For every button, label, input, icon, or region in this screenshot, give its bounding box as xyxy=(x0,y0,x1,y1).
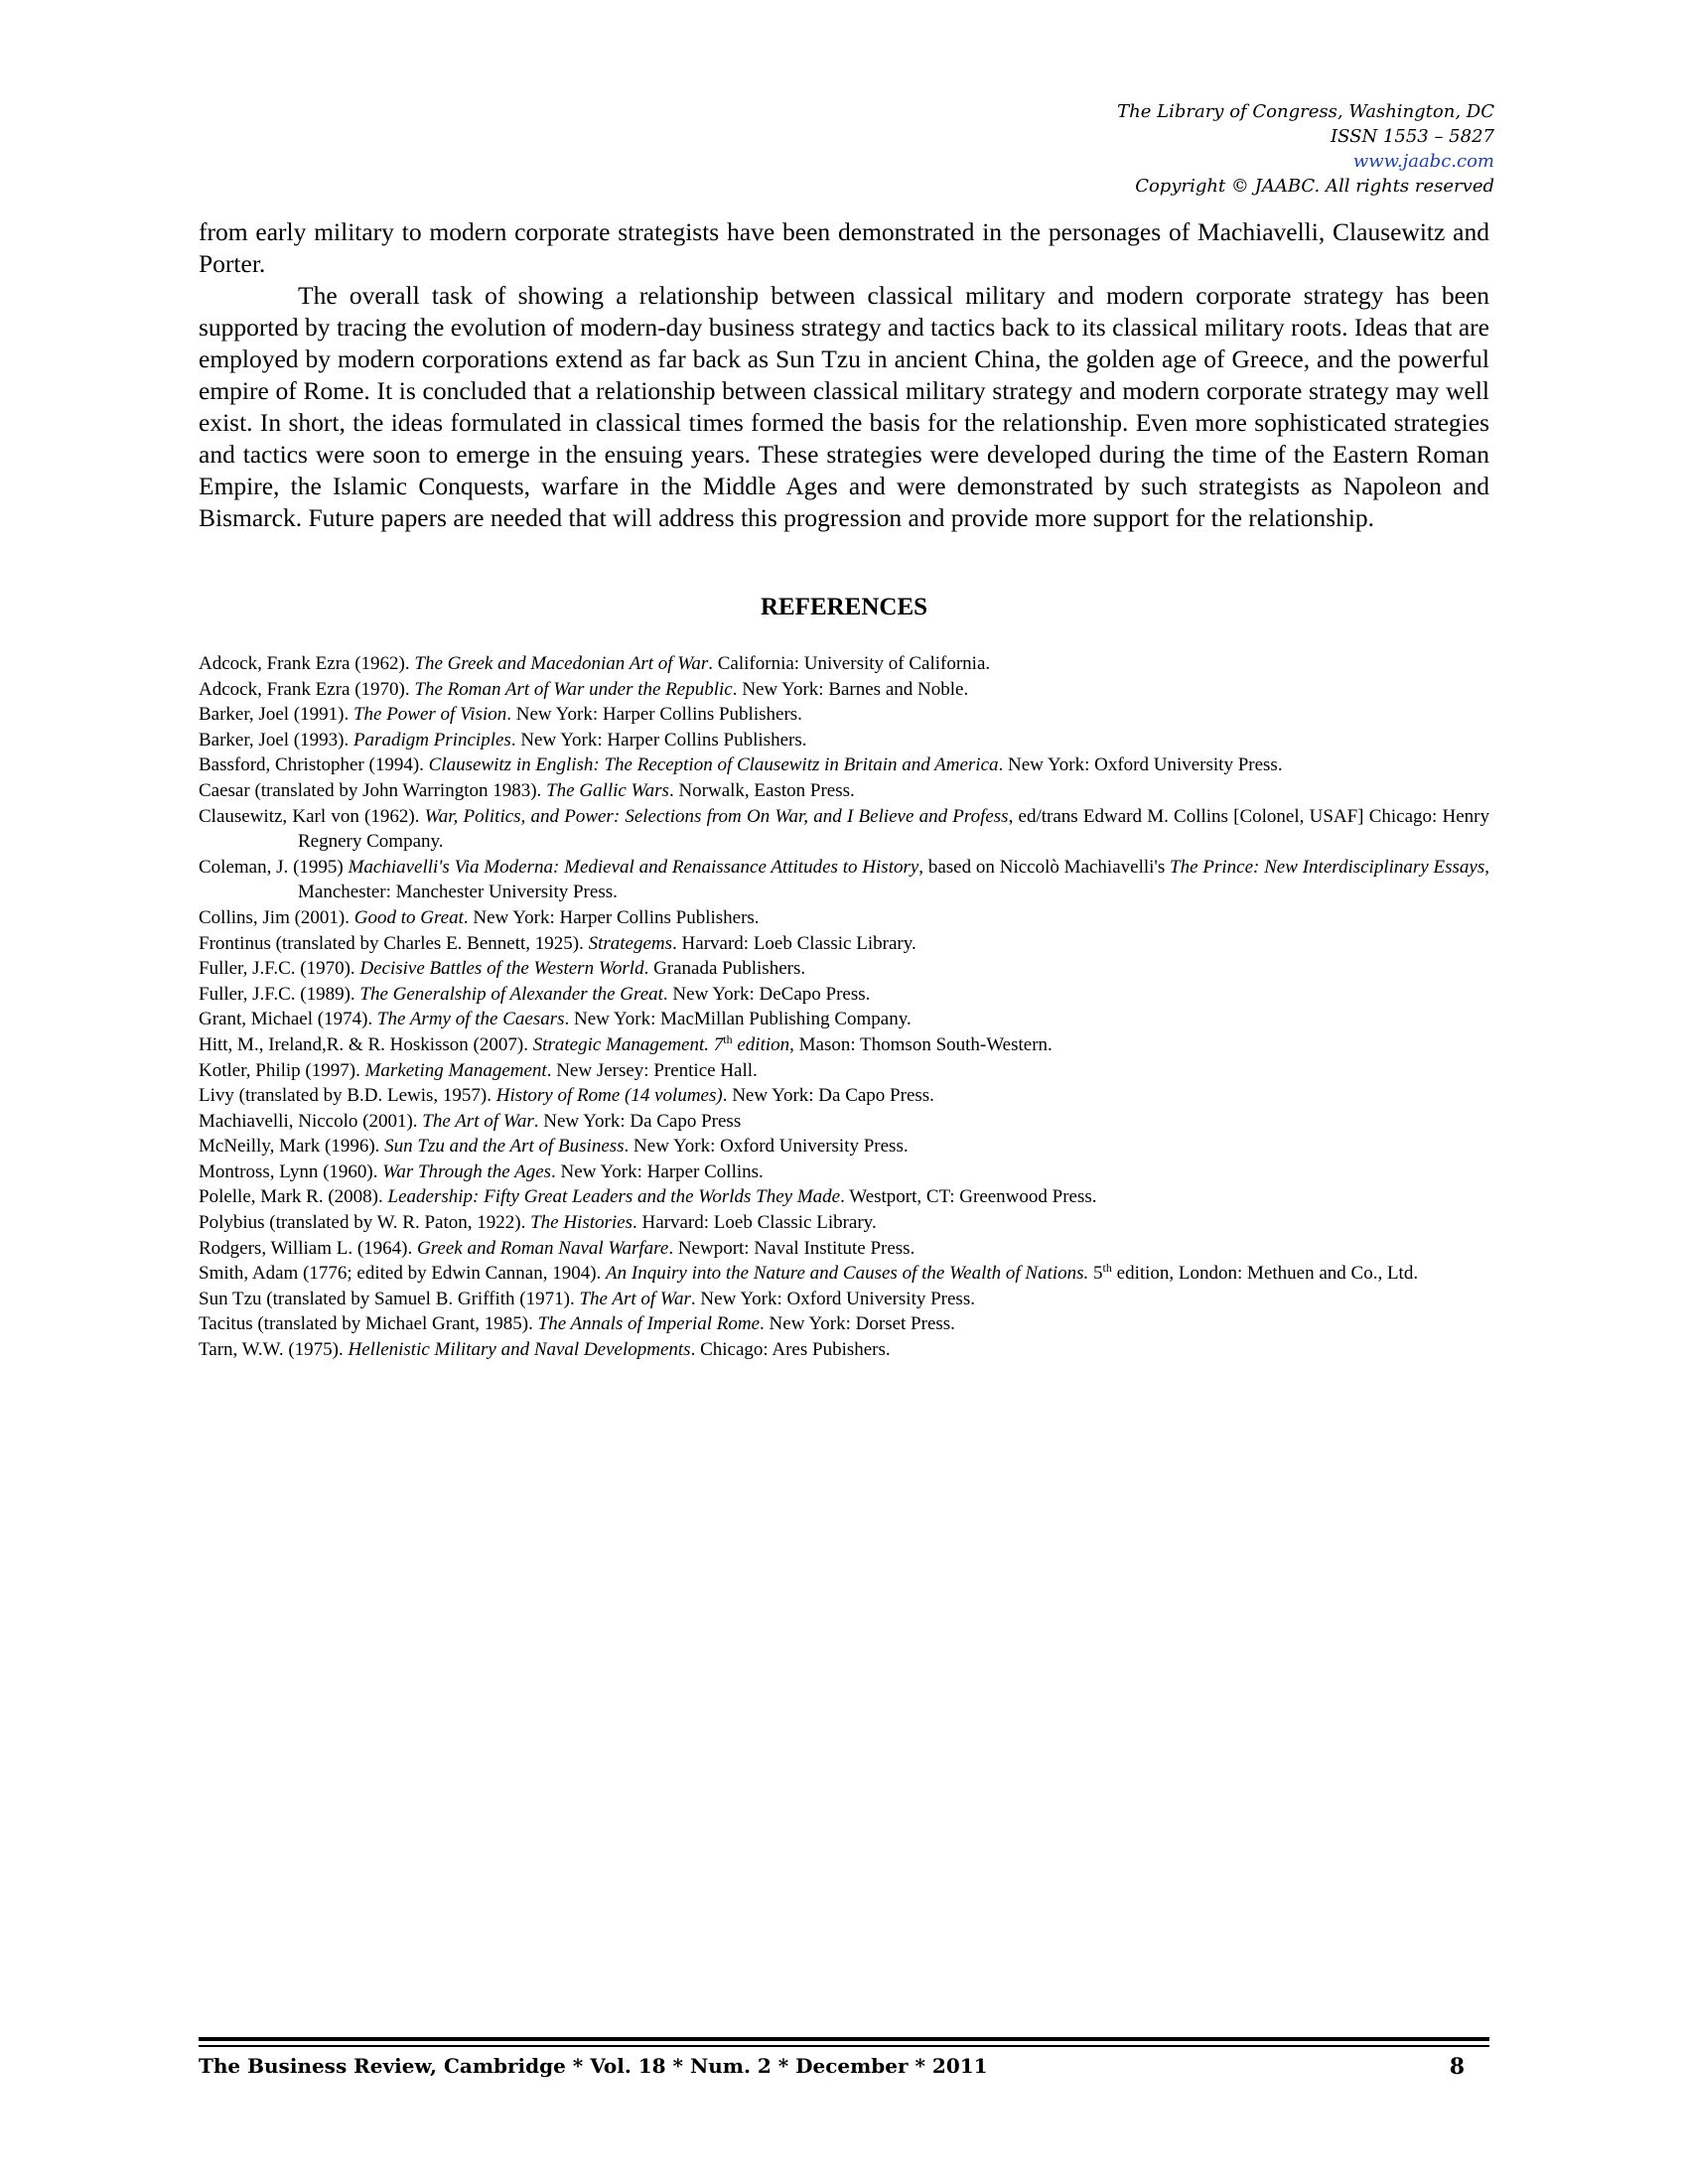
reference-title: The Roman Art of War under the Republic xyxy=(414,678,733,700)
reference-text: . New York: Oxford University Press. xyxy=(624,1136,909,1158)
reference-text: , Mason: Thomson South-Western. xyxy=(789,1033,1053,1055)
reference-text: Adcock, Frank Ezra (1962). xyxy=(199,653,415,674)
reference-text: . Westport, CT: Greenwood Press. xyxy=(840,1186,1097,1208)
reference-text: Machiavelli, Niccolo (2001). xyxy=(199,1110,423,1132)
reference-title: Paradigm Principles xyxy=(352,729,511,751)
reference-title: An Inquiry into the Nature and Causes of the Wealth of Nations. xyxy=(606,1263,1089,1285)
reference-superscript: th xyxy=(1102,1261,1112,1276)
page-header xyxy=(1117,99,1494,199)
reference-title: The Greek and Macedonian Art of War xyxy=(414,653,709,674)
reference-item xyxy=(199,1236,1489,1262)
reference-title: The Power of Vision xyxy=(352,704,507,726)
reference-item xyxy=(199,1058,1489,1084)
reference-title: War, Politics, and Power: Selections from On War, and I Believe and Profess xyxy=(424,805,1009,827)
reference-title: The Generalship of Alexander the Great xyxy=(359,983,663,1005)
reference-title: Clausewitz in English: The Reception of Clausewitz in Britain and America xyxy=(428,754,999,776)
reference-text: Livy (translated by B.D. Lewis, 1957). xyxy=(199,1085,496,1107)
reference-item xyxy=(199,677,1489,703)
reference-item xyxy=(199,778,1489,804)
reference-text: Bassford, Christopher (1994). xyxy=(199,754,429,776)
reference-text: . New Jersey: Prentice Hall. xyxy=(546,1059,758,1081)
reference-text: Smith, Adam (1776; edited by Edwin Cannan, 1904). xyxy=(199,1263,607,1285)
reference-text: . New York: Da Capo Press. xyxy=(722,1085,934,1107)
reference-text: . Granada Publishers. xyxy=(643,958,806,980)
reference-title: Marketing Management xyxy=(364,1059,547,1081)
references-list xyxy=(199,651,1489,1363)
reference-title: The Art of War xyxy=(579,1288,691,1309)
reference-text: , ed/trans Edward M. Collins [Colonel, USAF] Chicago: Henry Regnery Company. xyxy=(298,805,1489,853)
reference-title: The Art of War xyxy=(422,1110,534,1132)
reference-item xyxy=(199,1083,1489,1109)
reference-text: Tacitus (translated by Michael Grant, 1985). xyxy=(199,1313,538,1335)
reference-item xyxy=(199,982,1489,1008)
reference-item xyxy=(199,1007,1489,1032)
reference-text: Tarn, W.W. (1975). xyxy=(199,1339,349,1361)
reference-item xyxy=(199,804,1489,855)
reference-text: , based on Niccolò Machiavelli's xyxy=(918,856,1171,878)
reference-item xyxy=(199,1287,1489,1312)
reference-text: Montross, Lynn (1960). xyxy=(199,1160,383,1182)
reference-title: Strategic Management. 7 xyxy=(532,1033,724,1055)
reference-item xyxy=(199,1184,1489,1210)
reference-text: . New York: Barnes and Noble. xyxy=(732,678,969,700)
body-paragraph-1: from early military to modern corporate strategists have been demonstrated in the personages of Machiavelli, Clausewitz and Porter. xyxy=(199,217,1489,278)
page-footer xyxy=(199,2054,1465,2078)
reference-title: Hellenistic Military and Naval Developments xyxy=(348,1339,691,1361)
reference-title: Machiavelli's Via Moderna: Medieval and Renaissance Attitudes to History xyxy=(348,856,919,878)
reference-title: The Gallic Wars xyxy=(546,779,669,801)
reference-text: . New York: Harper Collins Publishers. xyxy=(506,704,802,726)
reference-text: . New York: Harper Collins Publishers. xyxy=(510,729,807,751)
reference-item xyxy=(199,752,1489,778)
reference-title: War Through the Ages xyxy=(382,1160,552,1182)
reference-text: . California: University of California. xyxy=(708,653,991,674)
reference-text: Barker, Joel (1993). xyxy=(199,729,353,751)
reference-text: edition, London: Methuen and Co., Ltd. xyxy=(1111,1263,1419,1285)
reference-text: . Newport: Naval Institute Press. xyxy=(668,1237,915,1259)
page-number: 8 xyxy=(1449,2054,1465,2080)
reference-text: Rodgers, William L. (1964). xyxy=(199,1237,417,1259)
reference-item xyxy=(199,956,1489,982)
reference-text: Fuller, J.F.C. (1989). xyxy=(199,983,360,1005)
reference-item xyxy=(199,1311,1489,1337)
reference-text: Collins, Jim (2001). xyxy=(199,906,354,928)
reference-title: History of Rome (14 volumes) xyxy=(495,1085,723,1107)
reference-title: edition xyxy=(732,1033,790,1055)
reference-item xyxy=(199,1032,1489,1058)
reference-text: Grant, Michael (1974). xyxy=(199,1009,377,1030)
reference-text: . Norwalk, Easton Press. xyxy=(668,779,855,801)
reference-text: . New York: Da Capo Press xyxy=(533,1110,742,1132)
reference-item xyxy=(199,651,1489,677)
reference-text: 5 xyxy=(1088,1263,1103,1285)
reference-item xyxy=(199,931,1489,957)
reference-title: Good to Great xyxy=(353,906,464,928)
reference-text: . New York: MacMillan Publishing Company. xyxy=(564,1009,912,1030)
reference-text: . New York: Harper Collins Publishers. xyxy=(463,906,760,928)
reference-title: Strategems xyxy=(588,932,673,954)
footer-rule-thick xyxy=(199,2037,1489,2041)
reference-item xyxy=(199,1261,1489,1287)
reference-text: , Manchester: Manchester University Press. xyxy=(298,856,1489,903)
reference-text: . New York: Harper Collins. xyxy=(551,1160,764,1182)
reference-item xyxy=(199,1337,1489,1363)
references-heading: REFERENCES xyxy=(760,594,928,620)
reference-text: Polelle, Mark R. (2008). xyxy=(199,1186,388,1208)
footer-journal: The Business Review, Cambridge * Vol. 18 * Num. 2 * December * 2011 xyxy=(199,2054,988,2078)
reference-title: The Army of the Caesars xyxy=(376,1009,565,1030)
reference-title: Decisive Battles of the Western World xyxy=(359,958,644,980)
reference-text: . New York: Oxford University Press. xyxy=(998,754,1283,776)
footer-rule-thin xyxy=(199,2045,1489,2047)
reference-title: The Histories xyxy=(530,1212,633,1234)
reference-text: Clausewitz, Karl von (1962). xyxy=(199,805,425,827)
reference-text: . New York: Dorset Press. xyxy=(760,1313,955,1335)
body-paragraph-2: The overall task of showing a relationship between classical military and modern corporate strategy has been supported by tracing the evolution of modern-day business strategy and tactics back to its classical military roots. Ideas that are employed by modern corporations extend as far back as Sun Tzu in ancient China, the golden age of Greece, and the powerful empire of Rome. It is concluded that a relationship between classical military strategy and modern corporate strategy may well exist. In short, the ideas formulated in classical times formed the basis for the relationship. Even more sophisticated strategies and tactics were soon to emerge in the ensuing years. These strategies were developed during the time of the Eastern Roman Empire, the Islamic Conquests, warfare in the Middle Ages and were demonstrated by such strategists as Napoleon and Bismarck. Future papers are needed that will address this progression and provide more support for the relationship. xyxy=(199,281,1489,532)
reference-item xyxy=(199,1134,1489,1160)
header-copyright: Copyright © JAABC. All rights reserved xyxy=(1135,176,1494,197)
header-library: The Library of Congress, Washington, DC xyxy=(1117,101,1494,122)
reference-title: Greek and Roman Naval Warfare xyxy=(417,1237,669,1259)
reference-item xyxy=(199,905,1489,931)
reference-item xyxy=(199,1160,1489,1185)
body-text xyxy=(199,216,1489,534)
reference-title: Leadership: Fifty Great Leaders and the Worlds They Made xyxy=(387,1186,841,1208)
reference-text: Fuller, J.F.C. (1970). xyxy=(199,958,360,980)
header-issn: ISSN 1553 – 5827 xyxy=(1331,126,1494,147)
reference-title: Sun Tzu and the Art of Business xyxy=(384,1136,625,1158)
reference-text: . Harvard: Loeb Classic Library. xyxy=(672,932,916,954)
reference-text: Kotler, Philip (1997). xyxy=(199,1059,365,1081)
reference-text: Frontinus (translated by Charles E. Bennett, 1925). xyxy=(199,932,589,954)
reference-item xyxy=(199,1109,1489,1135)
reference-text: . New York: Oxford University Press. xyxy=(690,1288,975,1309)
reference-text: . New York: DeCapo Press. xyxy=(662,983,871,1005)
reference-item xyxy=(199,702,1489,728)
reference-text: . Harvard: Loeb Classic Library. xyxy=(633,1212,877,1234)
reference-item xyxy=(199,1210,1489,1236)
header-website-link[interactable]: www.jaabc.com xyxy=(1352,151,1494,172)
reference-superscript: th xyxy=(723,1031,733,1046)
reference-item xyxy=(199,855,1489,905)
reference-text: . Chicago: Ares Pubishers. xyxy=(690,1339,891,1361)
reference-title: The Prince: New Interdisciplinary Essays xyxy=(1170,856,1485,878)
reference-text: Caesar (translated by John Warrington 1983). xyxy=(199,779,547,801)
reference-text: Sun Tzu (translated by Samuel B. Griffith (1971). xyxy=(199,1288,580,1309)
reference-text: Polybius (translated by W. R. Paton, 1922). xyxy=(199,1212,531,1234)
reference-text: Barker, Joel (1991). xyxy=(199,704,353,726)
reference-text: Coleman, J. (1995) xyxy=(199,856,349,878)
reference-text: Adcock, Frank Ezra (1970). xyxy=(199,678,415,700)
reference-title: The Annals of Imperial Rome xyxy=(537,1313,761,1335)
reference-item xyxy=(199,728,1489,753)
reference-text: Hitt, M., Ireland,R. & R. Hoskisson (2007). xyxy=(199,1033,533,1055)
reference-text: McNeilly, Mark (1996). xyxy=(199,1136,385,1158)
